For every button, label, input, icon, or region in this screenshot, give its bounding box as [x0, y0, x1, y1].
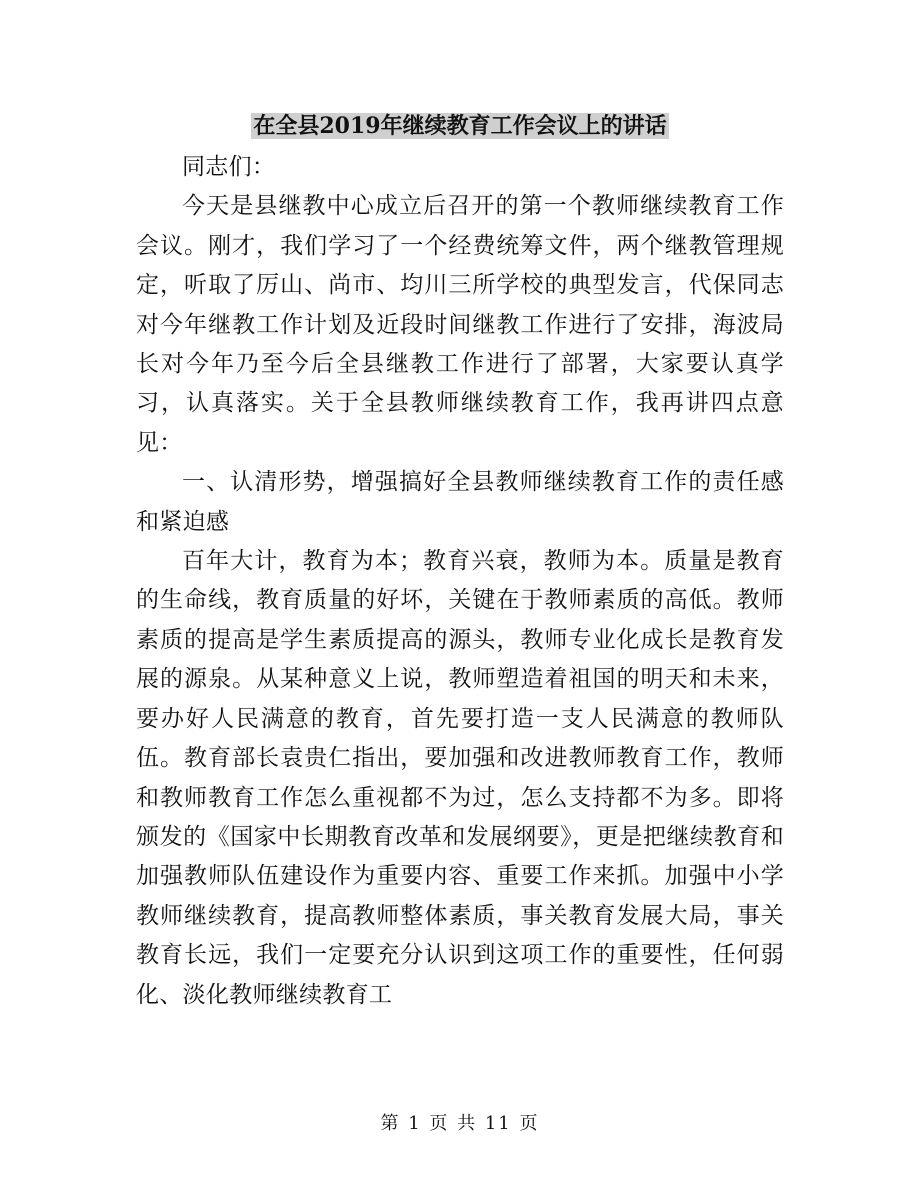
page-footer: 第 1 页 共 11 页: [380, 1113, 540, 1134]
body-paragraph: 百年大计，教育为本；教育兴衰，教师为本。质量是教育的生命线，教育质量的好坏，关键在于教师素质的高低。教师素质的提高是学生素质提高的源头，教师专业化成长是教育发展的源泉。从某种意义上说，教师塑造着祖国的明天和未来，要办好人民满意的教育，首先要打造一支人民满意的教师队伍。教育部长袁贵仁指出，要加强和改进教师教育工作，教师和教师教育工作怎么重视都不为过，怎么支持都不为多。即将颁发的《国家中长期教育改革和发展纲要》，更是把继续教育和加强教师队伍建设作为重要内容、重要工作来抓。加强中小学教师继续教育，提高教师整体素质，事关教育发展大局，事关教育长远，我们一定要充分认识到这项工作的重要性，任何弱化、淡化教师继续教育工: [136, 548, 784, 1008]
document-body: [136, 148, 784, 1015]
document-title: [0, 108, 920, 144]
salutation-paragraph: 同志们：: [182, 154, 276, 180]
intro-paragraph: 今天是县继教中心成立后召开的第一个教师继续教育工作会议。刚才，我们学习了一个经费统筹文件，两个继教管理规定，听取了厉山、尚市、均川三所学校的典型发言，代保同志对今年继教工作计划及近段时间继教工作进行了安排，海波局长对今年乃至今后全县继教工作进行了部署，大家要认真学习，认真落实。关于全县教师继续教育工作，我再讲四点意见：: [136, 193, 784, 456]
section-heading-paragraph: 一、认清形势，增强搞好全县教师继续教育工作的责任感和紧迫感: [136, 469, 784, 535]
document-title-text: 在全县2019年继续教育工作会议上的讲话: [253, 113, 667, 139]
